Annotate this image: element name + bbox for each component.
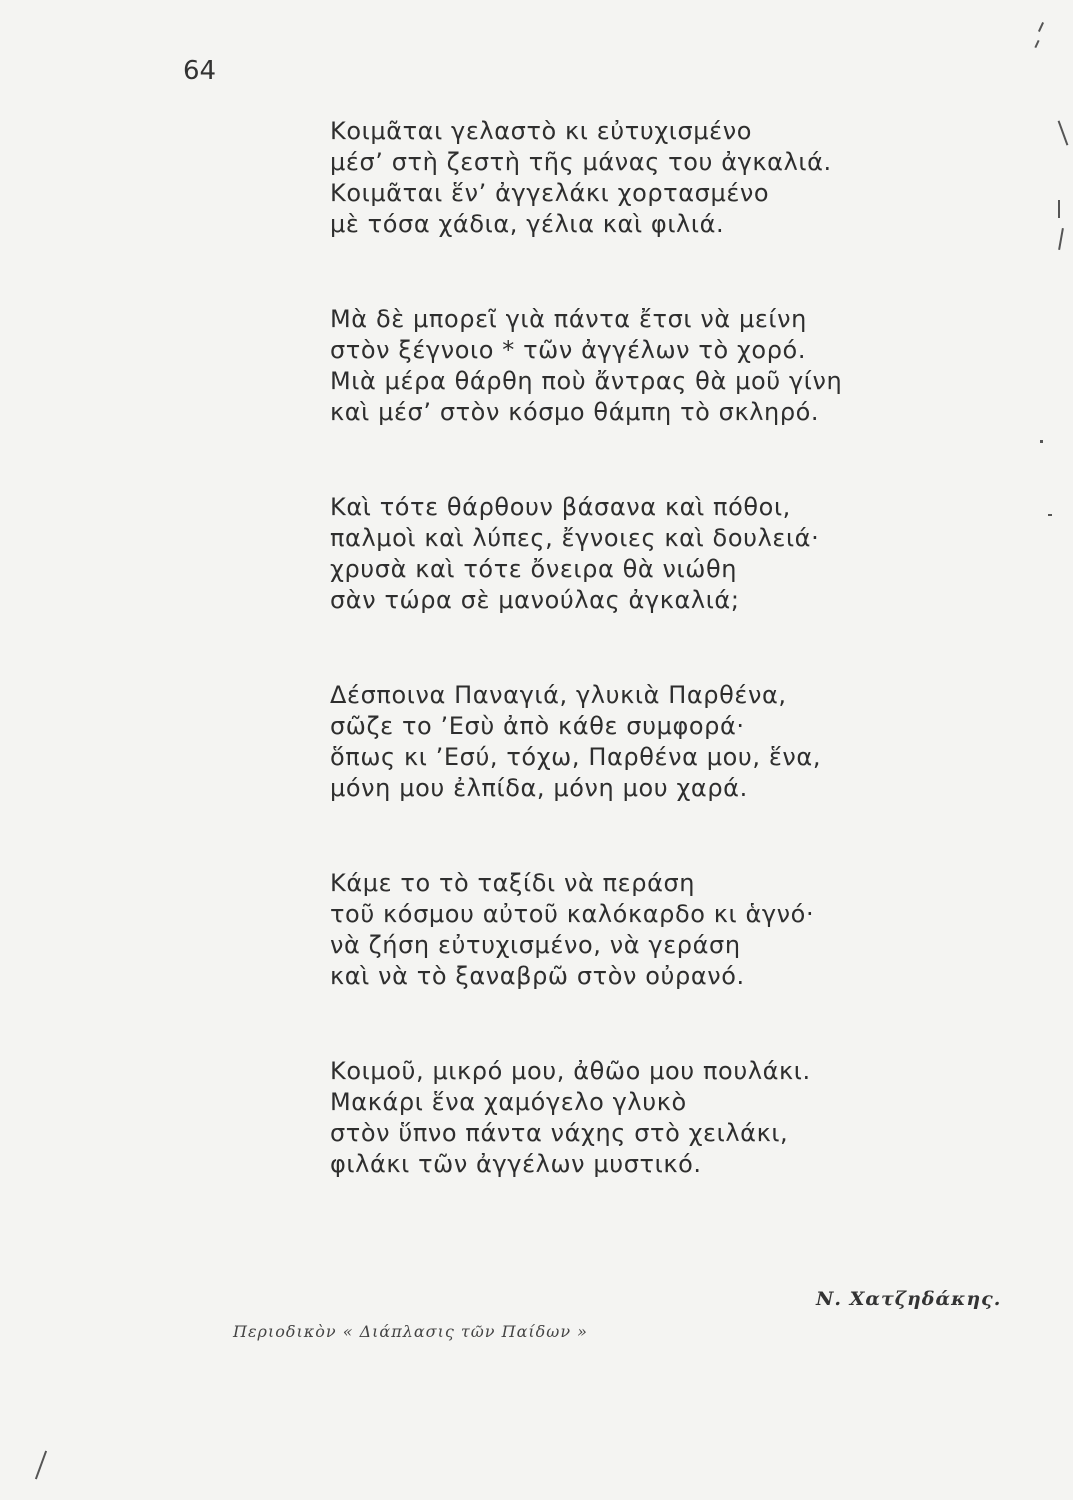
page-number: 64 — [183, 56, 217, 86]
poem-line: φιλάκι τῶν ἀγγέλων μυστικό. — [330, 1150, 702, 1178]
poem-line: Καὶ τότε θάρθουν βάσανα καὶ πόθοι, — [330, 493, 791, 521]
poem-line: στὸν ὕπνο πάντα νάχης στὸ χειλάκι, — [330, 1119, 789, 1147]
stanza-3 — [330, 492, 1030, 616]
poem — [330, 116, 1030, 1244]
source-citation: Περιοδικὸν « Διάπλασις τῶν Παίδων » — [233, 1322, 588, 1341]
scan-speck — [35, 1451, 47, 1480]
stanza-5 — [330, 868, 1030, 992]
poem-line: στὸν ξέγνοιο * τῶν ἀγγέλων τὸ χορό. — [330, 336, 807, 364]
poem-line: σῶζε το ’Εσὺ ἀπὸ κάθε συμφορά· — [330, 712, 745, 740]
poem-line: παλμοὶ καὶ λύπες, ἔγνοιες καὶ δουλειά· — [330, 524, 820, 552]
poem-line: Μὰ δὲ μπορεῖ γιὰ πάντα ἔτσι νὰ μείνη — [330, 305, 807, 333]
scan-speck — [1058, 120, 1069, 145]
scan-speck — [1048, 514, 1052, 516]
poem-line: Κοιμᾶται ἕν’ ἀγγελάκι χορτασμένο — [330, 179, 770, 207]
scan-speck — [1040, 440, 1043, 443]
poem-line: Δέσποινα Παναγιά, γλυκιὰ Παρθένα, — [330, 681, 787, 709]
poem-line: Κοιμᾶται γελαστὸ κι εὐτυχισμένο — [330, 117, 753, 145]
stanza-4 — [330, 680, 1030, 804]
poem-line: ὅπως κι ’Εσύ, τόχω, Παρθένα μου, ἕνα, — [330, 743, 822, 771]
poem-line: μὲ τόσα χάδια, γέλια καὶ φιλιά. — [330, 210, 725, 238]
scan-speck — [1034, 40, 1039, 48]
stanza-2 — [330, 304, 1030, 428]
scan-speck — [1058, 200, 1060, 218]
poem-line: τοῦ κόσμου αὐτοῦ καλόκαρδο κι ἁγνό· — [330, 900, 815, 928]
poem-line: μόνη μου ἐλπίδα, μόνη μου χαρά. — [330, 774, 748, 802]
author-signature: Ν. Χατζηδάκης. — [816, 1288, 1002, 1310]
stanza-1 — [330, 116, 1030, 240]
poem-line: νὰ ζήση εὐτυχισμένο, νὰ γεράση — [330, 931, 741, 959]
poem-line: καὶ μέσ’ στὸν κόσμο θάμπη τὸ σκληρό. — [330, 398, 820, 426]
scan-speck — [1058, 228, 1064, 250]
poem-line: Κοιμοῦ, μικρό μου, ἀθῶο μου πουλάκι. — [330, 1057, 811, 1085]
poem-line: σὰν τώρα σὲ μανούλας ἀγκαλιά; — [330, 586, 740, 614]
poem-line: καὶ νὰ τὸ ξαναβρῶ στὸν οὐρανό. — [330, 962, 745, 990]
scan-speck — [1038, 22, 1044, 32]
poem-line: χρυσὰ καὶ τότε ὄνειρα θὰ νιώθη — [330, 555, 738, 583]
poem-line: Μακάρι ἕνα χαμόγελο γλυκὸ — [330, 1088, 687, 1116]
poem-line: Μιὰ μέρα θάρθη ποὺ ἄντρας θὰ μοῦ γίνη — [330, 367, 843, 395]
poem-line: Κάμε το τὸ ταξίδι νὰ περάση — [330, 869, 696, 897]
poem-line: μέσ’ στὴ ζεστὴ τῆς μάνας του ἀγκαλιά. — [330, 148, 832, 176]
stanza-6 — [330, 1056, 1030, 1180]
